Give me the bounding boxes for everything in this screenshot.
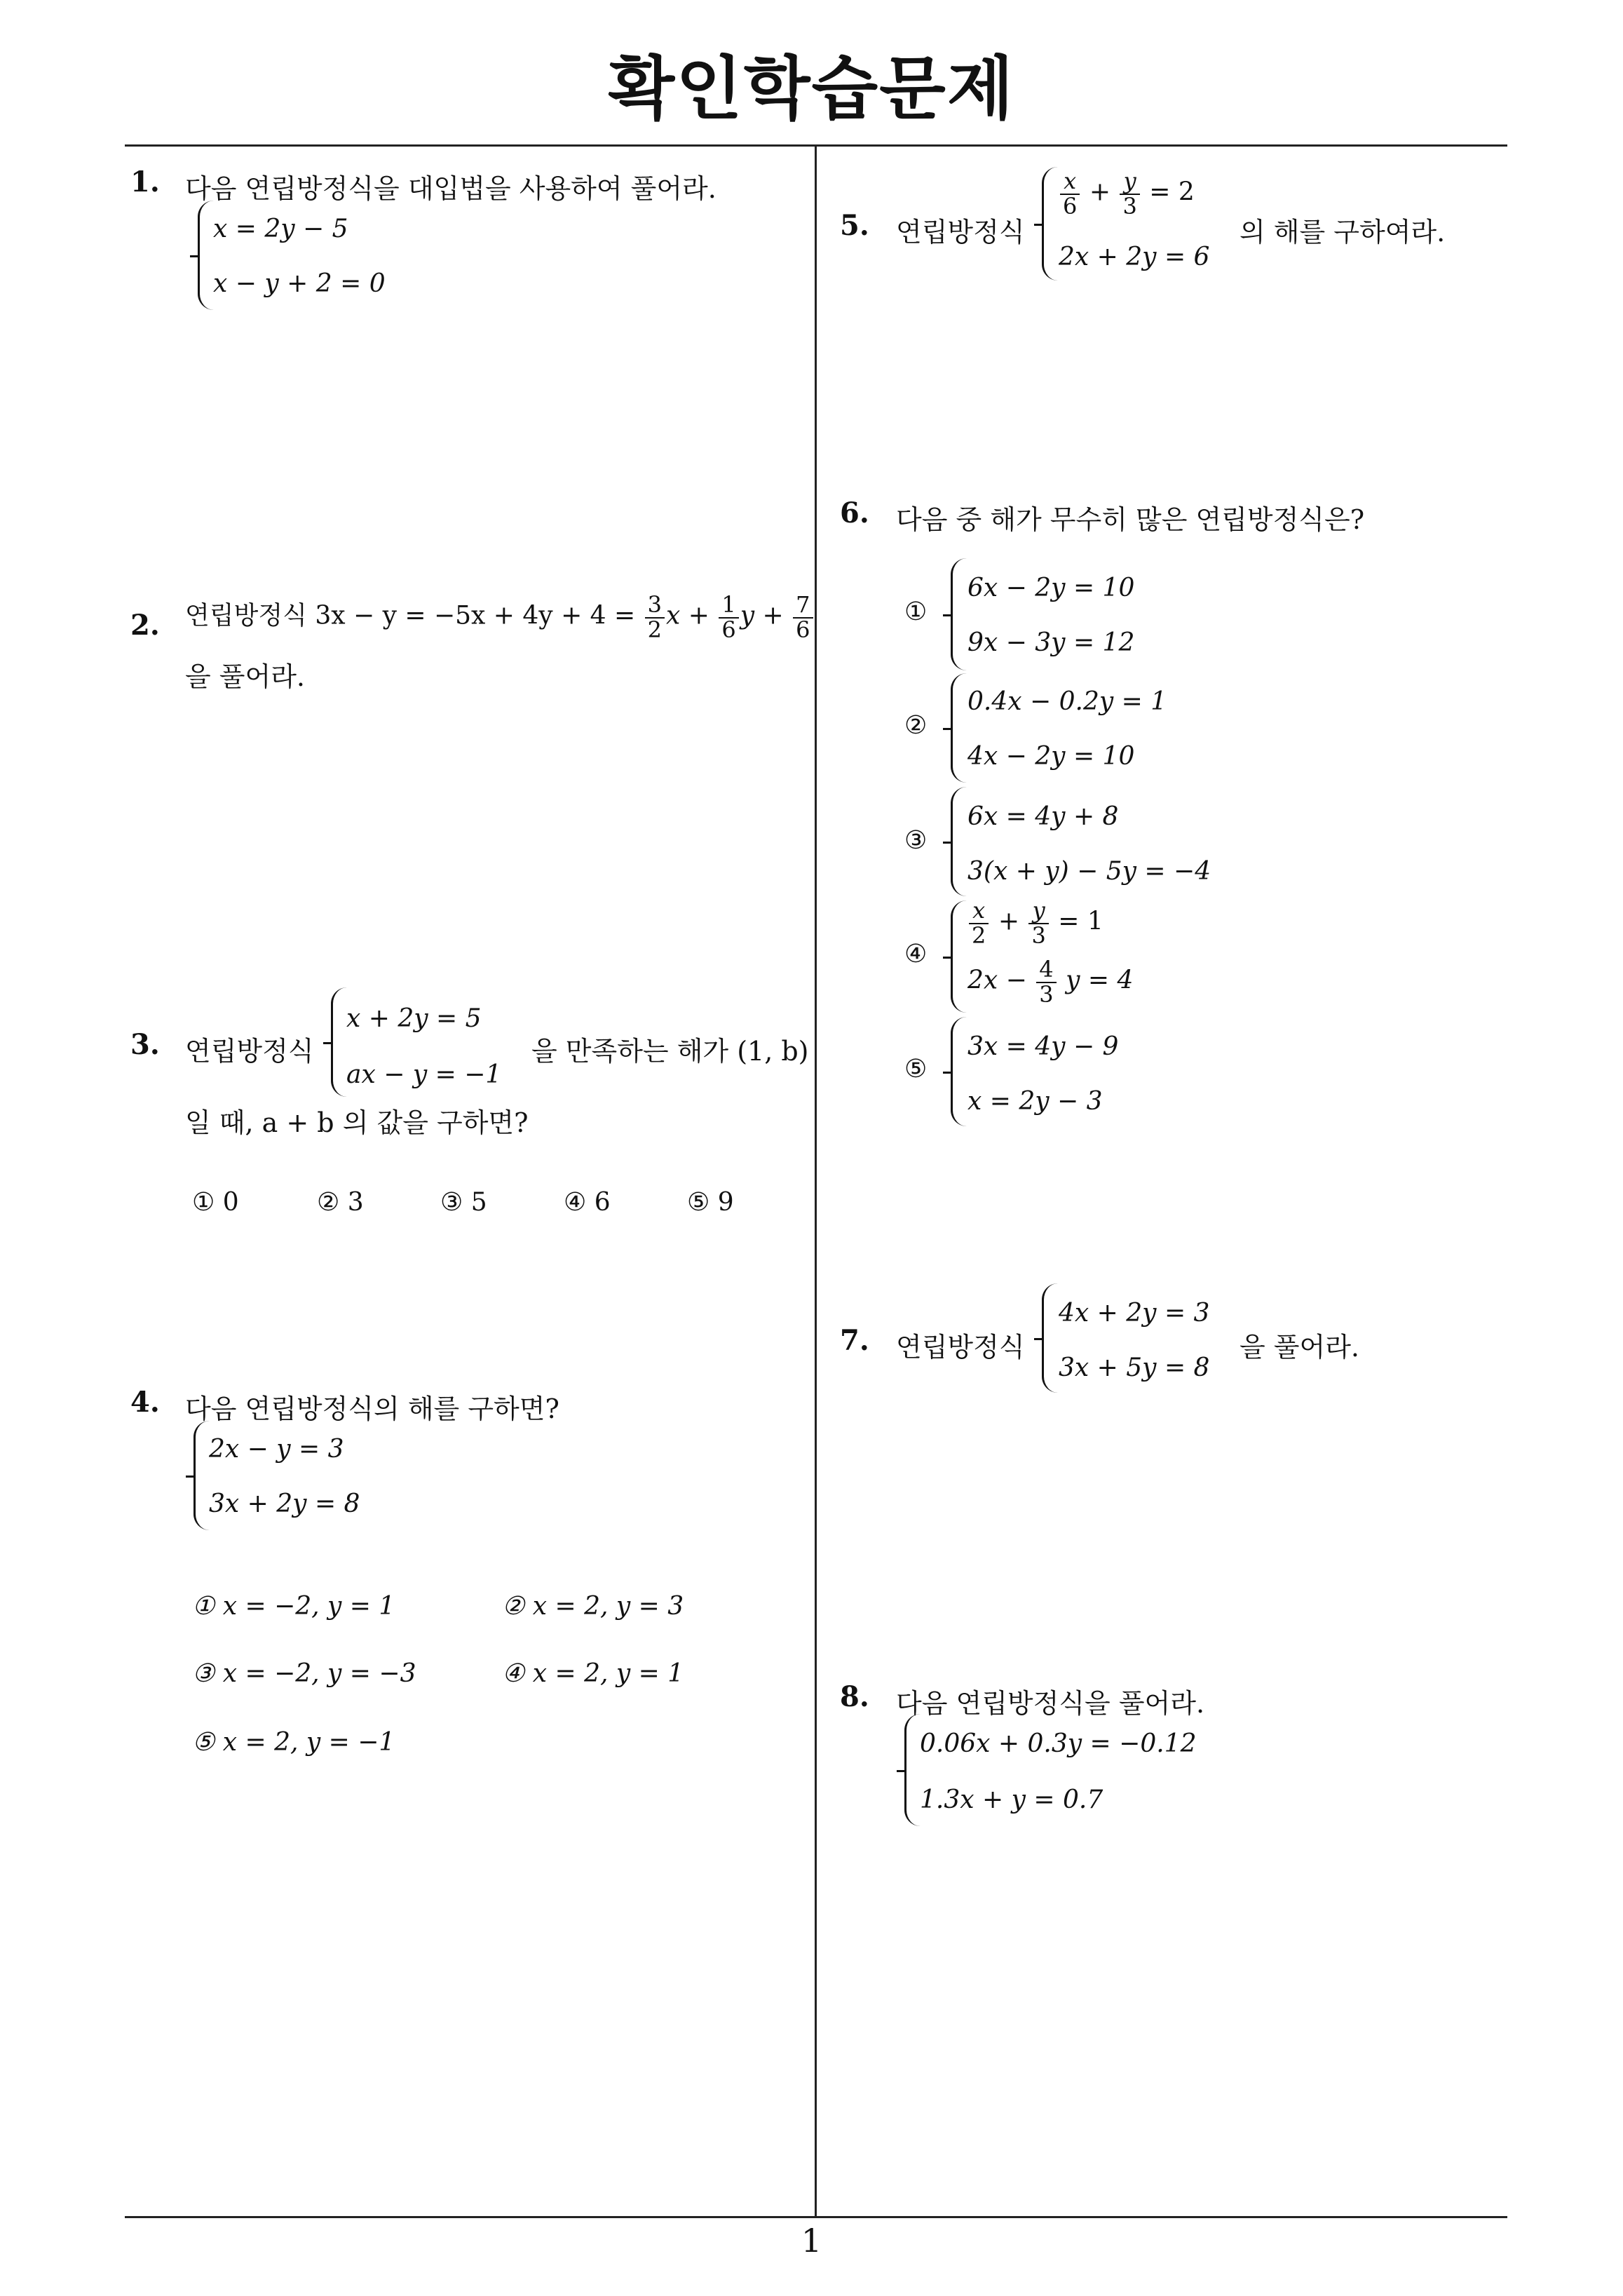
equation-1 <box>967 899 1103 947</box>
equation-2: ax − y = −1 <box>346 1060 502 1089</box>
option-4[interactable]: ④ 6 <box>564 1188 611 1217</box>
left-brace <box>331 987 347 1097</box>
problem-text: 연립방정식 <box>896 1332 1025 1363</box>
left-brace <box>1042 1283 1058 1393</box>
option-2[interactable]: ② 3 <box>317 1188 364 1217</box>
problem-text: 다음 연립방정식을 풀어라. <box>896 1688 1205 1719</box>
equation-2: x − y + 2 = 0 <box>213 269 386 298</box>
problem-number: 5. <box>840 209 869 242</box>
problem-number: 2. <box>130 609 160 642</box>
problem-number: 7. <box>840 1324 869 1357</box>
problem-text-line-2: 을 풀어라. <box>185 661 305 692</box>
bottom-rule <box>125 2216 1507 2218</box>
problem-text: 다음 연립방정식의 해를 구하면? <box>185 1393 559 1424</box>
equation-1: x + 2y = 5 <box>346 1004 482 1033</box>
equation-2: 1.3x + y = 0.7 <box>920 1785 1103 1814</box>
column-divider <box>815 146 817 2216</box>
fraction: $\frac{3}{2}$ <box>645 593 665 642</box>
option-1[interactable]: ① x = −2, y = 1 <box>192 1592 395 1621</box>
equation-lhs: 연립방정식 3x − y = −5x + 4y + 4 = <box>185 601 636 630</box>
operator: + <box>1089 177 1111 207</box>
fraction: $\frac{4}{3}$ <box>1036 958 1056 1006</box>
choice-mark: ⑤ <box>904 1055 928 1083</box>
equation-2: 3(x + y) − 5y = −4 <box>967 857 1211 886</box>
term: y = 4 <box>1066 966 1134 995</box>
option-2[interactable]: ② x = 2, y = 3 <box>502 1592 684 1621</box>
fraction: $\frac{y}{3}$ <box>1028 899 1048 947</box>
problem-text: 다음 연립방정식을 대입법을 사용하여 풀어라. <box>185 173 717 204</box>
problem-number: 8. <box>840 1680 869 1713</box>
equation-2: 3x + 2y = 8 <box>209 1490 360 1518</box>
choice-mark: ③ <box>904 826 928 855</box>
equation-1: 0.06x + 0.3y = −0.12 <box>920 1729 1197 1758</box>
fraction: $\frac{7}{6}$ <box>793 593 813 642</box>
option-5[interactable]: ⑤ 9 <box>687 1188 734 1217</box>
problem-number: 1. <box>130 166 160 198</box>
fraction: $\frac{1}{6}$ <box>719 593 738 642</box>
equation-2: x = 2y − 3 <box>967 1087 1103 1116</box>
equation-1: 2x − y = 3 <box>209 1435 344 1464</box>
equation-1: 0.4x − 0.2y = 1 <box>967 687 1167 716</box>
rhs: = 1 <box>1058 907 1103 936</box>
left-brace <box>951 787 967 896</box>
option-5[interactable]: ⑤ x = 2, y = −1 <box>192 1728 395 1757</box>
equation-1: x = 2y − 5 <box>213 215 348 243</box>
problem-number: 4. <box>130 1386 160 1419</box>
fraction: $\frac{y}{3}$ <box>1120 170 1139 218</box>
left-brace <box>951 1017 967 1126</box>
left-brace <box>193 1421 210 1530</box>
choice-mark: ④ <box>904 940 928 968</box>
problem-number: 3. <box>130 1028 160 1061</box>
fraction: $\frac{x}{2}$ <box>969 899 989 947</box>
page-title: 확인학습문제 <box>608 49 1015 129</box>
term: y + <box>740 601 784 630</box>
option-3[interactable]: ③ 5 <box>440 1188 487 1217</box>
equation-2 <box>967 958 1133 1006</box>
problem-text-line-1 <box>185 593 815 642</box>
left-brace <box>951 900 967 1013</box>
problem-number: 6. <box>840 497 869 529</box>
problem-text: 연립방정식 <box>185 1036 314 1067</box>
equation-2: 2x + 2y = 6 <box>1059 243 1210 271</box>
equation-1: 4x + 2y = 3 <box>1059 1299 1210 1328</box>
problem-text-line-2: 일 때, a + b 의 값을 구하면? <box>185 1107 529 1138</box>
equation-2: 4x − 2y = 10 <box>967 742 1135 771</box>
rhs: = 2 <box>1149 177 1195 207</box>
equation-1: 3x = 4y − 9 <box>967 1032 1119 1061</box>
equation-1 <box>1059 170 1195 218</box>
choice-mark: ① <box>904 597 928 626</box>
left-brace <box>1042 167 1058 281</box>
equation-1: 6x = 4y + 8 <box>967 802 1119 831</box>
problem-text: 다음 중 해가 무수히 많은 연립방정식은? <box>896 504 1365 535</box>
option-4[interactable]: ④ x = 2, y = 1 <box>502 1659 684 1688</box>
equation-1: 6x − 2y = 10 <box>967 574 1135 602</box>
operator: + <box>998 907 1019 936</box>
page-number: 1 <box>801 2222 822 2260</box>
fraction: $\frac{x}{6}$ <box>1060 170 1080 218</box>
problem-text-cont: 을 만족하는 해가 (1, b) <box>531 1036 809 1067</box>
option-1[interactable]: ① 0 <box>192 1188 239 1217</box>
left-brace <box>904 1714 921 1826</box>
equation-2: 3x + 5y = 8 <box>1059 1353 1210 1382</box>
equation-2: 9x − 3y = 12 <box>967 628 1135 657</box>
option-3[interactable]: ③ x = −2, y = −3 <box>192 1659 416 1688</box>
problem-text-cont: 의 해를 구하여라. <box>1240 217 1446 248</box>
left-brace <box>951 558 967 670</box>
left-brace <box>951 673 967 783</box>
term: x + <box>666 601 709 630</box>
left-brace <box>198 201 214 310</box>
choice-mark: ② <box>904 711 928 740</box>
problem-text-cont: 을 풀어라. <box>1240 1332 1359 1363</box>
problem-text: 연립방정식 <box>896 217 1025 248</box>
term: 2x − <box>967 966 1027 995</box>
